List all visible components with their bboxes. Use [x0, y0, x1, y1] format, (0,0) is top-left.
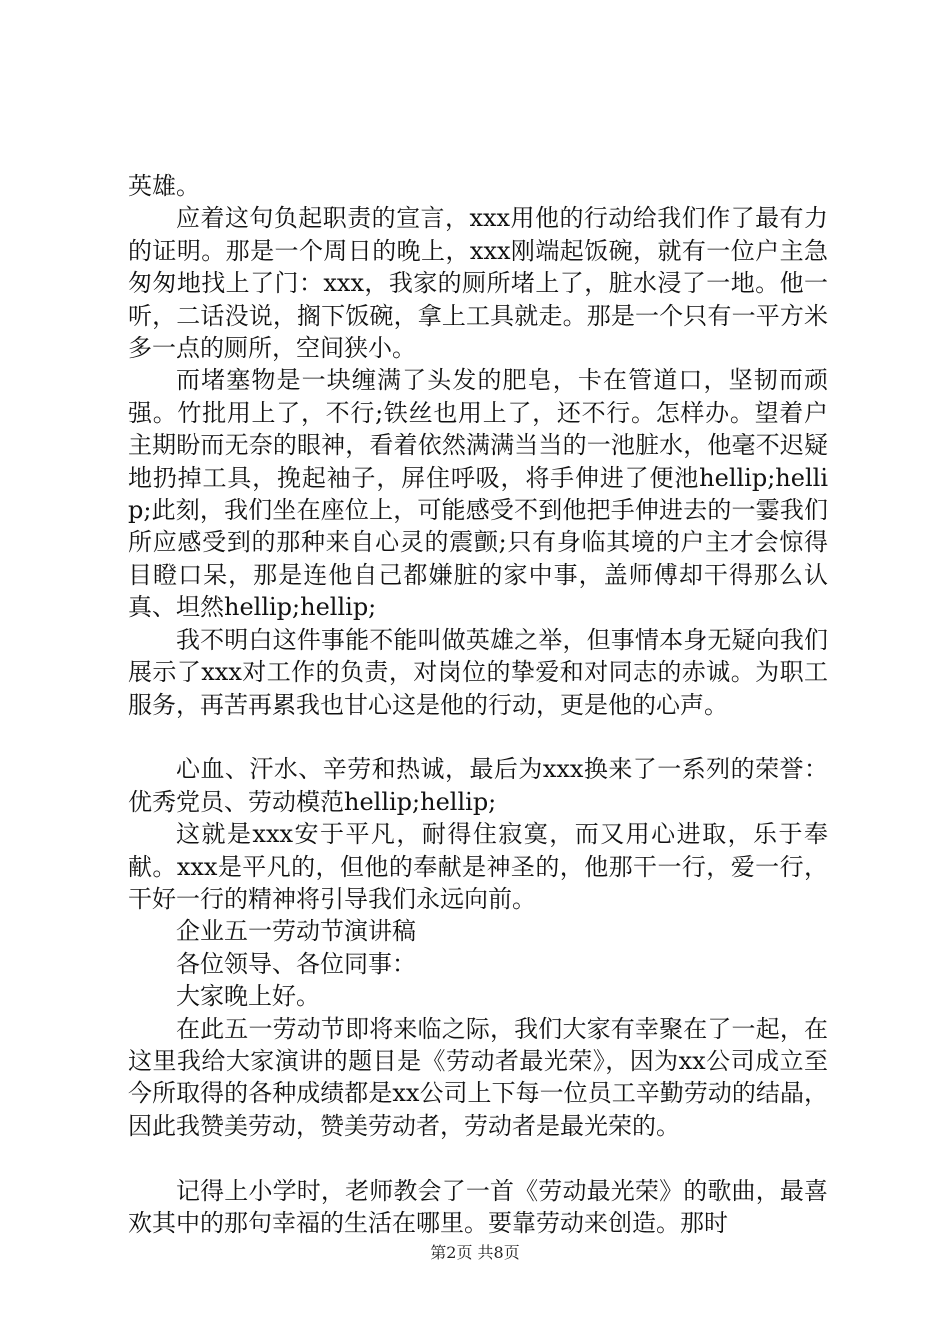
- paragraph-3: 而堵塞物是一块缠满了头发的肥皂，卡在管道口，坚韧而顽强。竹批用上了，不行;铁丝也用上了，还不行。怎样办。望着户主期盼而无奈的眼神，看着依然满满当当的一池脏水，他毫不迟疑地扔掉工具，挽起袖子，屏住呼吸，将手伸进了便池hellip;hellip;此刻，我们坐在座位上，可能感受不到他把手伸进去的一霎我们所应感受到的那种来自心灵的震颤;只有身临其境的户主才会惊得目瞪口呆，那是连他自己都嫌脏的家中事，盖师傅却干得那么认真、坦然hellip;hellip;: [128, 366, 828, 622]
- salutation: 各位领导、各位同事：: [176, 949, 416, 978]
- paragraph-6: 这就是xxx安于平凡，耐得住寂寞，而又用心进取，乐于奉献。xxx是平凡的，但他的奉献是神圣的，他那干一行，爱一行，干好一行的精神将引导我们永远向前。: [128, 820, 828, 913]
- speech-title: 企业五一劳动节演讲稿: [176, 917, 416, 946]
- document-body: [128, 170, 828, 1239]
- greeting: 大家晚上好。: [176, 982, 320, 1011]
- paragraph-10: 在此五一劳动节即将来临之际，我们大家有幸聚在了一起，在这里我给大家演讲的题目是《劳动者最光荣》，因为xx公司成立至今所取得的各种成绩都是xx公司上下每一位员工辛勤劳动的结晶，因此我赞美劳动，赞美劳动者，劳动者是最光荣的。: [128, 1014, 828, 1140]
- paragraph-1: 英雄。: [128, 172, 200, 200]
- paragraph-2: 应着这句负起职责的宣言，xxx用他的行动给我们作了最有力的证明。那是一个周日的晚上，xxx刚端起饭碗，就有一位户主急匆匆地找上了门：xxx，我家的厕所堵上了，脏水浸了一地。他一听，二话没说，搁下饭碗，拿上工具就走。那是一个只有一平方米多一点的厕所，空间狭小。: [128, 204, 828, 363]
- paragraph-5: 心血、汗水、辛劳和热诚，最后为xxx换来了一系列的荣誉：优秀党员、劳动模范hellip;hellip;: [128, 755, 828, 816]
- paragraph-4: 我不明白这件事能不能叫做英雄之举，但事情本身无疑向我们展示了xxx对工作的负责，对岗位的挚爱和对同志的赤诚。为职工服务，再苦再累我也甘心这是他的行动，更是他的心声。: [128, 625, 828, 719]
- page-number-footer: 第2页 共8页: [430, 1243, 520, 1262]
- paragraph-11: 记得上小学时，老师教会了一首《劳动最光荣》的歌曲，最喜欢其中的那句幸福的生活在哪里。要靠劳动来创造。那时: [128, 1176, 828, 1237]
